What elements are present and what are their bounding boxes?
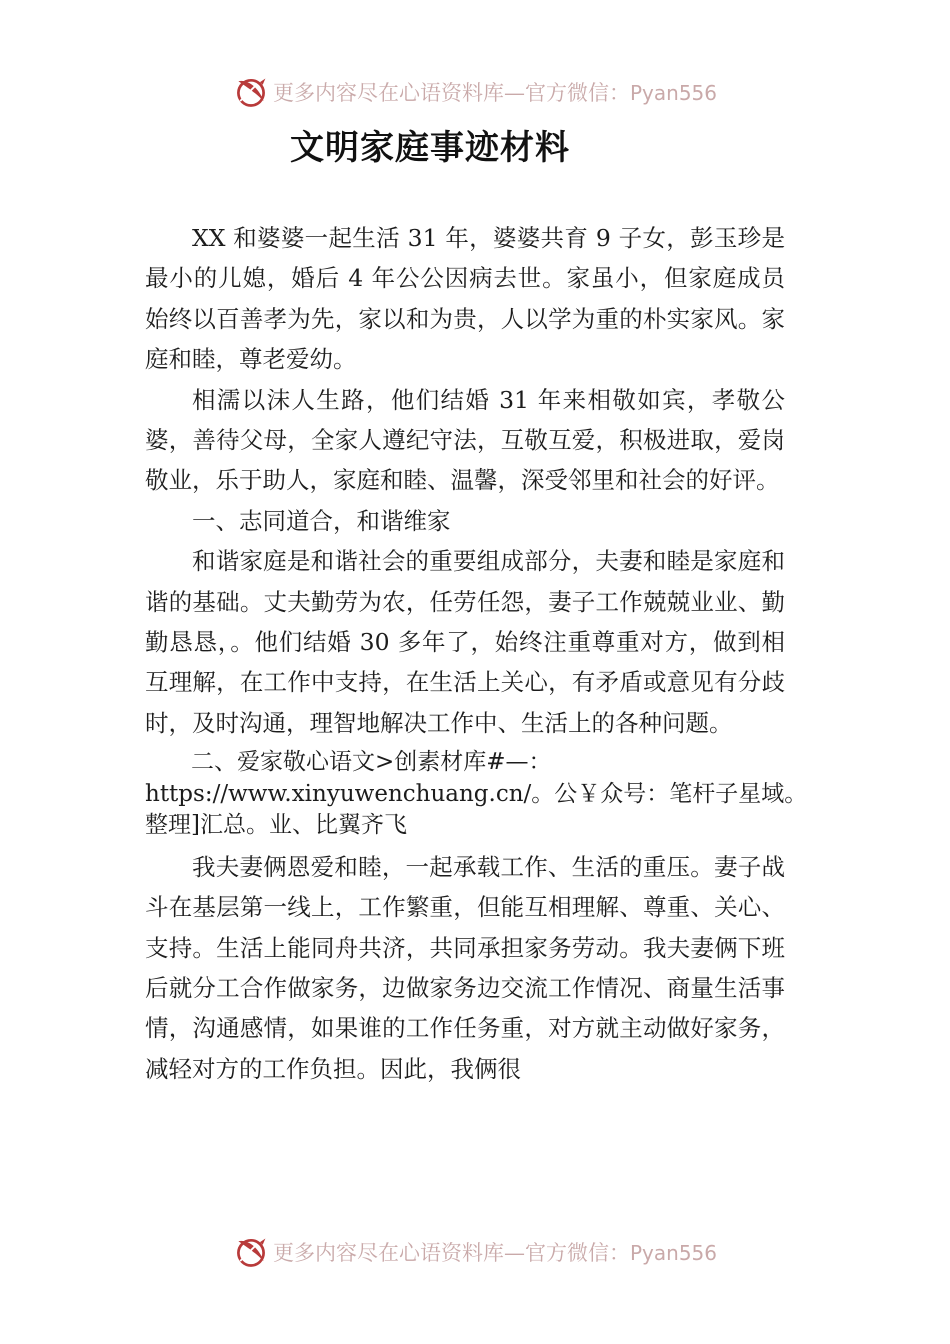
- header-watermark-banner: [0, 72, 950, 112]
- section-heading: 二、爱家敬心语文>创素材库#—：https://www.xinyuwenchuang.cn/。公￥众号：笔杆子星域。整理]汇总。业、比翼齐飞: [145, 749, 808, 839]
- paragraph: XX 和婆婆一起生活 31 年，婆婆共育 9 子女，彭玉珍是最小的儿媳，婚后 4 年公公因病去世。家虽小，但家庭成员始终以百善孝为先，家以和为贵，人以学为重的朴实家风。家庭和睦，尊老爱幼。: [145, 224, 785, 374]
- feather-pen-logo-icon: [233, 74, 269, 110]
- wechat-id: Pyan556: [629, 81, 717, 105]
- section-heading: 一、志同道合，和谐维家: [192, 506, 451, 535]
- document-title: 文明家庭事迹材料: [290, 128, 570, 168]
- paragraph: 我夫妻俩恩爱和睦，一起承载工作、生活的重压。妻子战斗在基层第一线上，工作繁重，但能互相理解、尊重、关心、支持。生活上能同舟共济，共同承担家务劳动。我夫妻俩下班后就分工合作做家务，边做家务边交流工作情况、商量生活事情，沟通感情，如果谁的工作任务重，对方就主动做好家务，减轻对方的工作负担。因此，我俩很: [145, 852, 785, 1083]
- header-watermark-text: 更多内容尽在心语资料库—官方微信：Pyan556: [272, 81, 717, 105]
- footer-watermark-text: 更多内容尽在心语资料库—官方微信：Pyan556: [272, 1241, 717, 1265]
- wechat-id: Pyan556: [629, 1241, 717, 1265]
- paragraph: 和谐家庭是和谐社会的重要组成部分，夫妻和睦是家庭和谐的基础。丈夫勤劳为农，任劳任怨，妻子工作兢兢业业、勤勤恳恳，。他们结婚 30 多年了，始终注重尊重对方，做到相互理解，在工作中支持，在生活上关心，有矛盾或意见有分歧时，及时沟通，理智地解决工作中、生活上的各种问题。: [145, 547, 785, 737]
- paragraph: 相濡以沫人生路，他们结婚 31 年来相敬如宾，孝敬公婆，善待父母，全家人遵纪守法，互敬互爱，积极进取，爱岗敬业，乐于助人，家庭和睦、温馨，深受邻里和社会的好评。: [145, 385, 785, 495]
- document-body: [145, 218, 808, 1089]
- feather-pen-logo-icon: [233, 1234, 269, 1270]
- footer-watermark-banner: [0, 1232, 950, 1272]
